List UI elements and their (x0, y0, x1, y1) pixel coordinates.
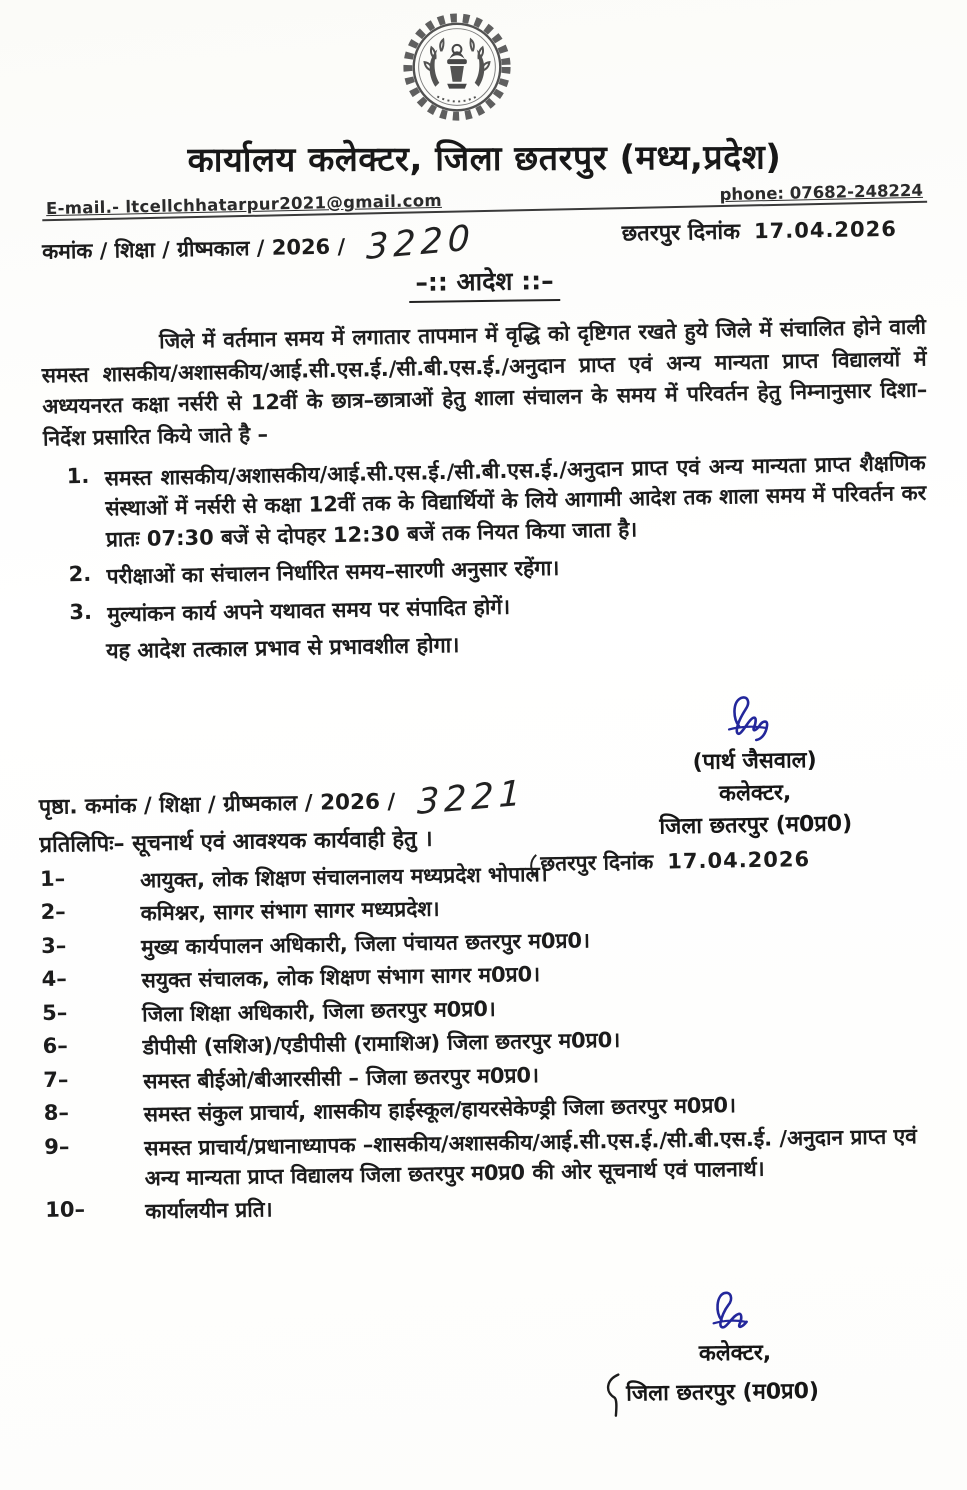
signatory-designation: कलेक्टर, (718, 780, 792, 807)
recipient-text: आयुक्त, लोक शिक्षण संचालनालय मध्यप्रदेश भोपाल। (139, 862, 548, 893)
place-date-line (621, 212, 927, 247)
place-label: छतरपुर दिनांक (621, 219, 741, 247)
signature-date: 17.04.2026 (667, 846, 811, 874)
office-title: कार्यालय कलेक्टर, जिला छतरपुर (मध्य,प्रदेश) (187, 137, 782, 181)
ink-flourish-icon (600, 1371, 623, 1417)
recipient-number: 4– (41, 967, 67, 992)
signatory-district: जिला छतरपुर (म0प्र0) (659, 811, 853, 840)
copy-to-line: प्रतिलिपिः– सूचनार्थ एवं आवश्यक कार्यवाही हेतु । (39, 826, 433, 859)
recipient-number: 5– (41, 1000, 68, 1025)
handwritten-ref-number: 3220 (366, 218, 476, 268)
recipient-text: समस्त बीईओ/बीआरसीसी – जिला छतरपुर म0प्र0। (143, 1062, 540, 1094)
effect-statement: यह आदेश तत्काल प्रभाव से प्रभावशील होगा। (105, 633, 460, 665)
recipient-text: समस्त संकुल प्राचार्य, शासकीय हाईस्कूल/हायरसेकेण्ड्री जिला छतरपुर म0प्र0। (143, 1093, 737, 1127)
reference-number-line (42, 220, 476, 268)
footer-designation: कलेक्टर, (698, 1340, 772, 1367)
office-phone: phone: 07682-248224 (719, 180, 924, 205)
recipient-text: कमिश्नर, सागर संभाग सागर मध्यप्रदेश। (140, 897, 440, 927)
recipient-text: जिला शिक्षा अधिकारी, जिला छतरपुर म0प्र0। (142, 996, 496, 1027)
footer-district-row (533, 1368, 886, 1419)
signature-ink-icon (720, 691, 787, 744)
recipient-list (40, 853, 931, 1229)
recipient-text: समस्त प्राचार्य/प्रधानाध्यापक –शासकीय/अशासकीय/आई.सी.एस.ई./सी.बी.एस.ई. /अनुदान प्राप्त एवं अन्य मान्यता प्राप्त विद्यालय जिला छतरपुर म0प्र0 की ओर सूचनार्थ एवं पालनार्थ। (144, 1123, 917, 1191)
footer-signature-block (584, 1286, 886, 1418)
madhya-pradesh-emblem-icon (398, 10, 516, 132)
recipient-number: 9– (44, 1134, 70, 1159)
recipient-number: 10– (45, 1197, 86, 1223)
endorsement-reference-line (39, 769, 925, 823)
order-item-text: परीक्षाओं का संचालन निर्धारित समय–सारणी अनुसार रहेंगा। (106, 556, 560, 589)
order-item-number: 1. (66, 463, 90, 489)
recipient-number: 6– (42, 1033, 68, 1059)
office-email: E-mail.- ltcellchhatarpur2021@gmail.com (45, 190, 443, 219)
recipient-number: 1– (39, 866, 66, 892)
order-items-list (66, 448, 928, 631)
order-intro-paragraph: जिले में वर्तमान समय में लगातार तापमान में वृद्धि को दृष्टिगत रखते हुये जिले में संचालित होने वाली समस्त शासकीय/अशासकीय/आई.सी.एस.ई./सी.बी.एस.ई./अनुदान प्राप्त एवं अन्य मान्यता प्राप्त विद्यालयों में अध्ययनरत कक्षा नर्सरी से 12वीं के छात्र–छात्राओं हेतु शाला संचालन के समय में परिवर्तन हेतु निम्नानुसार दिशा–निर्देश प्रसारित किये जाते है – (41, 314, 928, 450)
recipient-number: 8– (43, 1100, 70, 1126)
endorsement-section (39, 769, 931, 1229)
order-item-text: मुल्यांकन कार्य अपने यथावत समय पर संपादित होगें। (107, 594, 511, 627)
signature-place-label: छतरपुर दिनांक (540, 849, 654, 876)
order-item (66, 448, 927, 556)
place-date-label (622, 217, 898, 247)
recipient-text: सयुक्त संचालक, लोक शिक्षण संभाग सागर म0प्र0। (141, 962, 541, 993)
issue-date: 17.04.2026 (753, 216, 898, 244)
handwritten-endorsement-number: 3221 (416, 773, 526, 824)
order-item-number: 3. (69, 599, 93, 624)
recipient-text: कार्यालयीन प्रति। (145, 1197, 273, 1224)
recipient-text: मुख्य कार्यपालन अधिकारी, जिला पंचायत छतरपुर म0प्र0। (140, 928, 591, 960)
signatory-name: (पार्थ जैसवाल) (692, 747, 817, 776)
recipient-number: 2– (40, 900, 66, 925)
footer-district: जिला छतरपुर (म0प्र0) (625, 1378, 820, 1407)
recipient-text: डीपीसी (सशिअ)/एडीपीसी (रामाशिअ) जिला छतरपुर म0प्र0। (142, 1028, 621, 1060)
order-item-number: 2. (68, 562, 92, 587)
reference-prefix: कमांक / शिक्षा / ग्रीष्मकाल / 2026 / (41, 234, 346, 264)
recipient-row (44, 1121, 930, 1196)
signature-ink-icon (705, 1288, 764, 1337)
order-item-text: समस्त शासकीय/अशासकीय/आई.सी.एस.ई./सी.बी.एस.ई./अनुदान प्राप्त एवं अन्य मान्यता प्राप्त शैक्षणिक संस्थाओं में नर्सरी से कक्षा 12वीं तक के विद्यार्थियों के लिये आगामी आदेश तक शाला समय में परिवर्तन कर प्रातः 07:30 बजें से दोपहर 12:30 बजें तक नियत किया जाता है। (104, 450, 927, 552)
endorsement-ref-prefix: पृष्ठा. कमांक / शिक्षा / ग्रीष्मकाल / 2026 / (38, 789, 396, 821)
recipient-number: 7– (43, 1067, 69, 1092)
recipient-number: 3– (40, 933, 67, 959)
order-heading-text: –:: आदेश ::– (409, 263, 560, 303)
